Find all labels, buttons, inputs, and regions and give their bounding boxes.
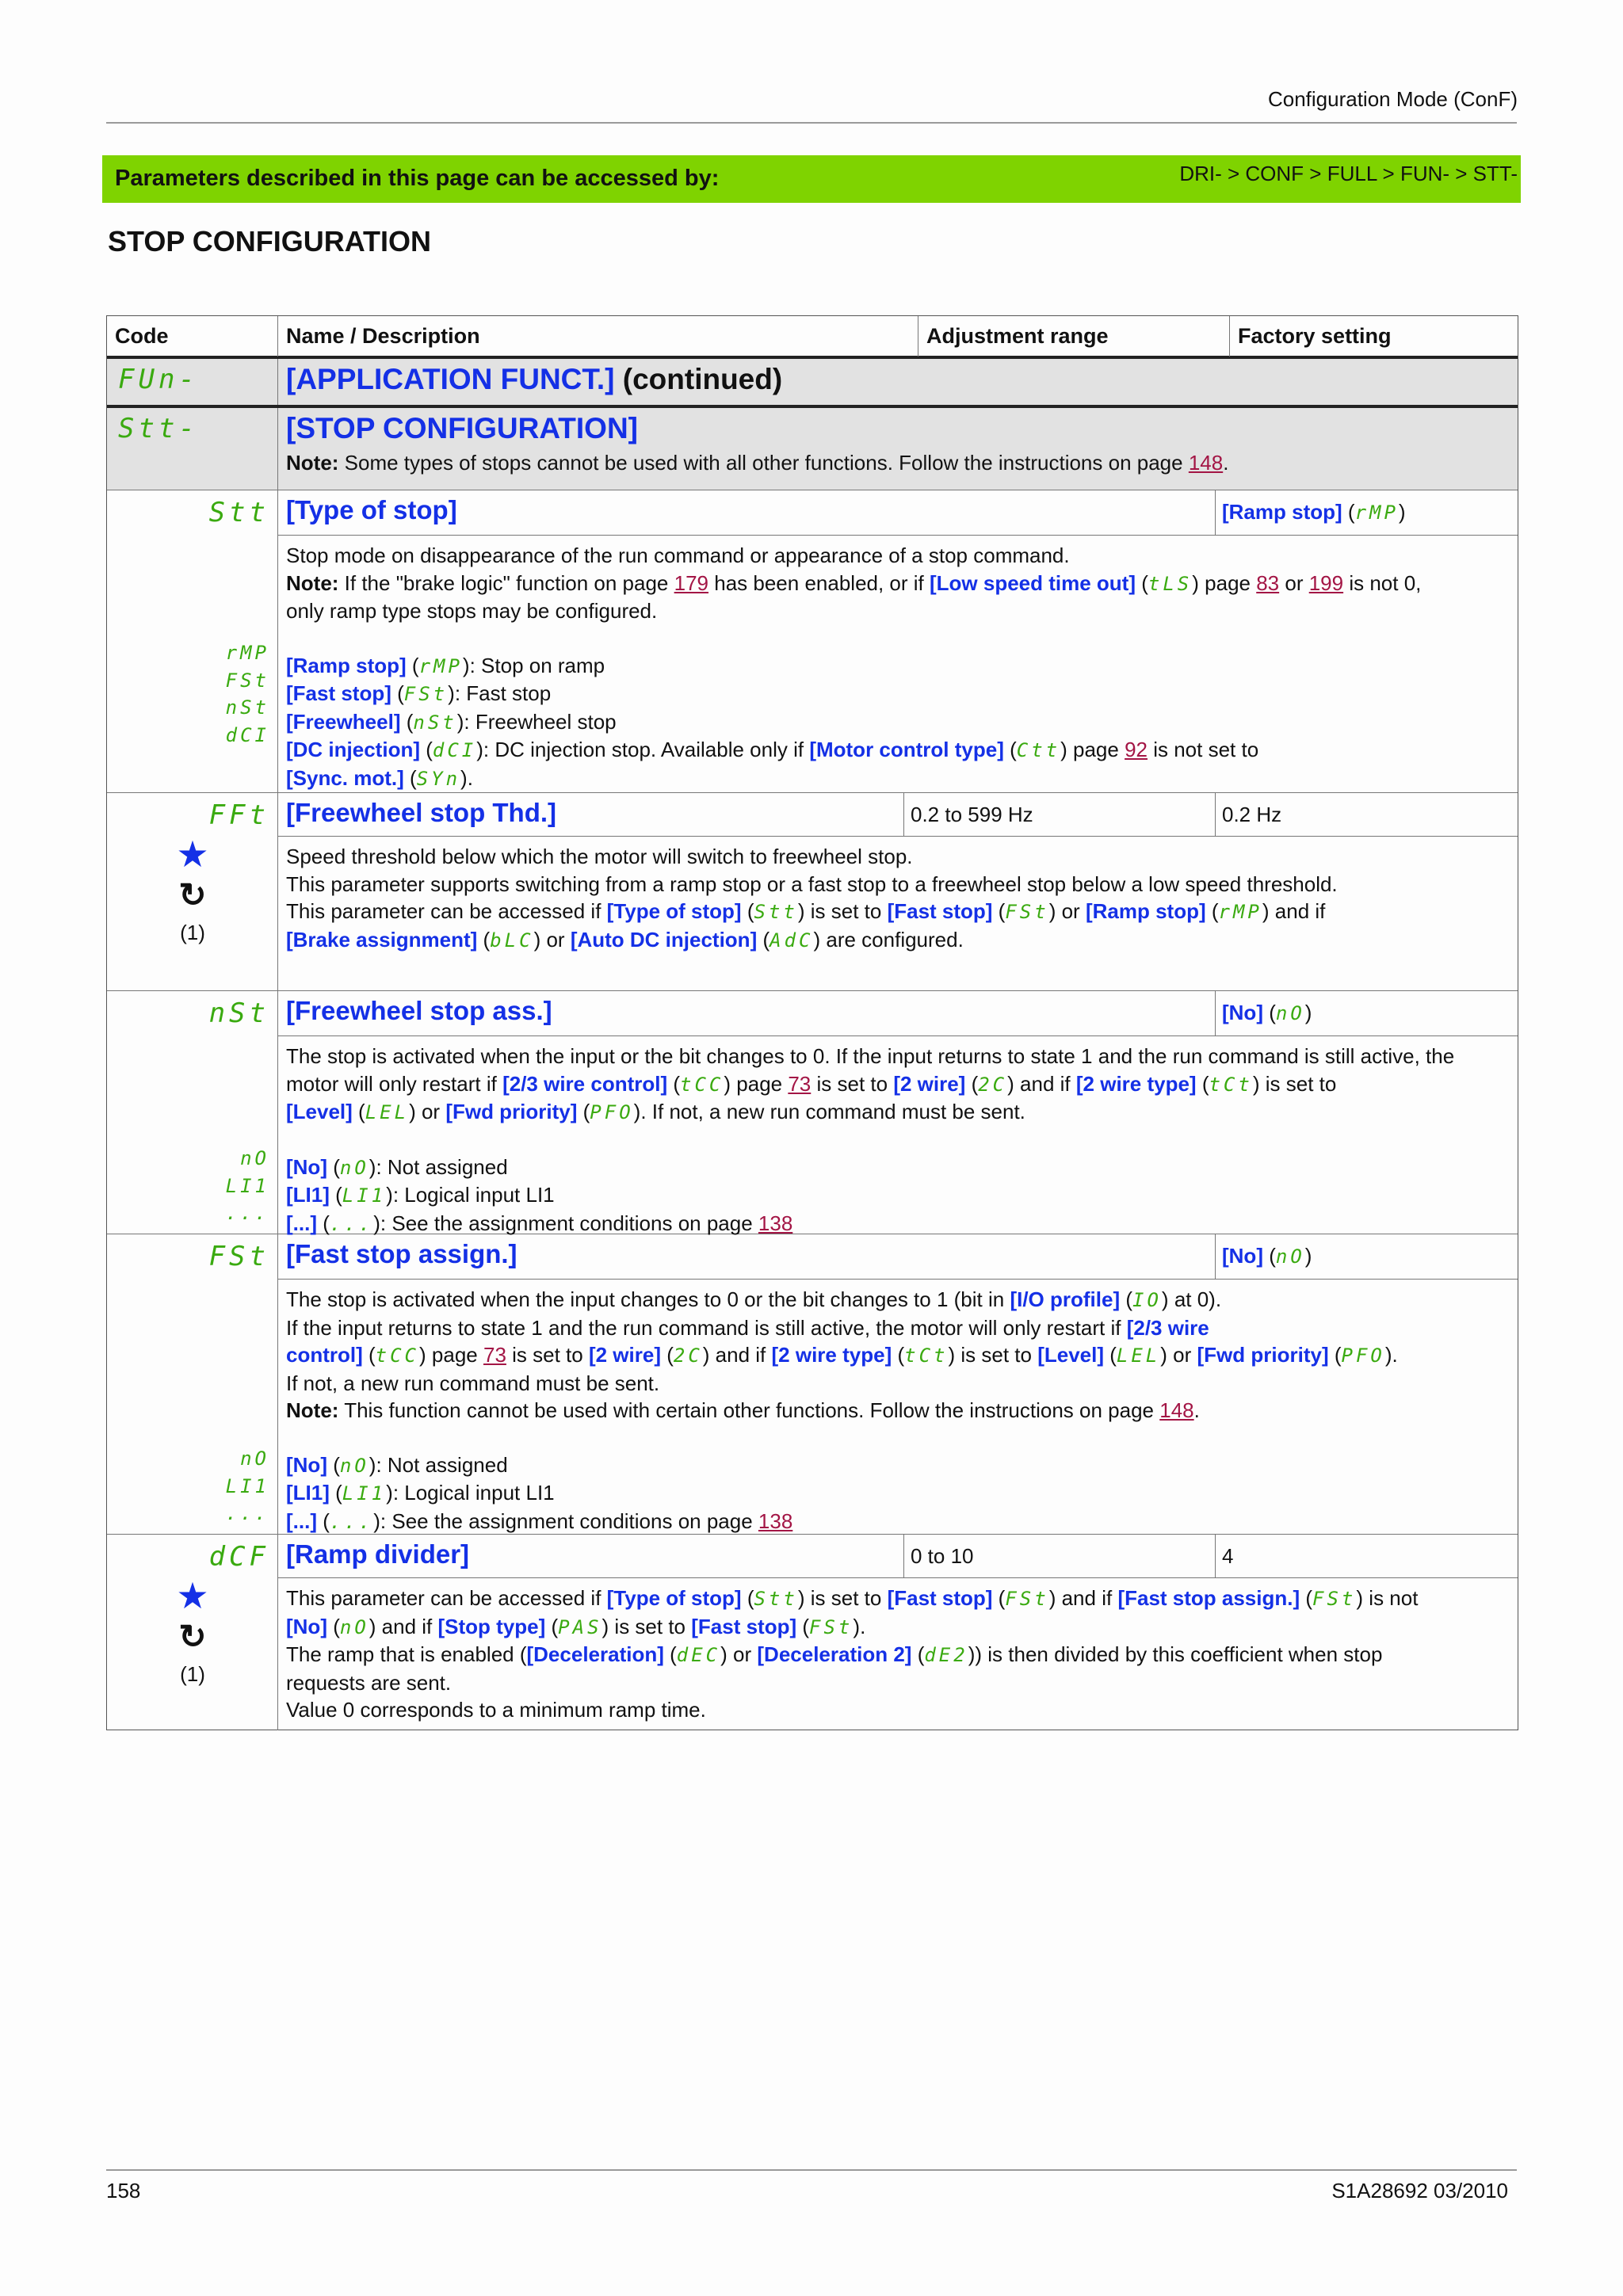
option-code: ...: [225, 1202, 269, 1224]
code-stt-menu: Stt-: [118, 413, 199, 444]
page-link[interactable]: 73: [788, 1071, 812, 1096]
parameter-table: [106, 315, 1518, 1730]
factory-setting: [Ramp stop] (rMP): [1222, 500, 1406, 524]
code-cell: [107, 1234, 278, 1542]
option-code: LI1: [225, 1474, 269, 1497]
table-row-fun: [107, 356, 1518, 405]
list-item: [Ramp stop] (rMP): Stop on ramp: [286, 653, 605, 677]
name-cell: [278, 490, 1518, 799]
header-rule: [106, 122, 1517, 124]
factory-setting: 0.2 Hz: [1222, 803, 1282, 826]
adjustment-range: 0 to 10: [904, 1535, 1216, 1577]
list-item: [No] (nO): Not assigned: [286, 1452, 508, 1477]
table-row-fst: [107, 1234, 1518, 1534]
code-fft: FFt: [208, 799, 269, 831]
page-link[interactable]: 138: [758, 1508, 793, 1533]
list-item: [Fast stop] (FSt): Fast stop: [286, 681, 552, 705]
code-cell: [107, 793, 278, 990]
table-row-dcf: [107, 1534, 1518, 1730]
name-cell: [278, 1535, 1518, 1730]
name-cell: [278, 1234, 1518, 1542]
list-item: [LI1] (LI1): Logical input LI1: [286, 1481, 555, 1505]
factory-setting: 4: [1222, 1544, 1234, 1568]
document-reference: S1A28692 03/2010: [1331, 2179, 1508, 2203]
option-code: nO: [240, 1147, 269, 1169]
list-item: [No] (nO): Not assigned: [286, 1154, 508, 1179]
param-name: [Fast stop assign.]: [278, 1234, 1216, 1279]
code-nst: nSt: [208, 997, 269, 1029]
param-description: The stop is activated when the input changes to 0 or the bit changes to 1 (bit in [I/O profile] (IO) at 0). If the input returns to state 1 and the run command is still active, the motor will only restart if [2/3 wire control] (tCC) page 73 is set to [2 wire] (2C) and if [2 wire type] (tCt) is set to [Level] (LEL) or [Fwd priority] (PFO). If not, a new run command must be sent. Note: This function cannot be used with certain other functions. Follow the instructions on page 148. [No] (nO): Not assigned [LI1] (LI1): Logical input LI1 [...] (...): See the assignment conditions on page 138: [278, 1280, 1518, 1542]
star-icon: ★: [176, 833, 209, 875]
code-cell: [107, 1535, 278, 1730]
page-link[interactable]: 148: [1188, 451, 1224, 475]
code-fun: FUn-: [118, 364, 199, 395]
list-item: [...] (...): See the assignment conditions on page 138: [286, 1211, 793, 1235]
page-number: 158: [106, 2179, 141, 2203]
option-code: LI1: [225, 1174, 269, 1197]
footnote: (1): [180, 921, 205, 944]
table-row-fft: [107, 792, 1518, 990]
page-header-title: Configuration Mode (ConF): [1267, 87, 1518, 111]
list-item: [DC injection] (dCI): DC injection stop. Available only if [Motor control type] (Ctt) page 92 is not set to: [286, 738, 1259, 761]
header-factory: Factory setting: [1238, 324, 1392, 348]
table-header: [107, 316, 1518, 356]
cycle-icon: ↻: [178, 876, 207, 913]
name-cell: [278, 793, 1518, 990]
page-link[interactable]: 73: [483, 1343, 506, 1367]
footer-rule: [106, 2169, 1517, 2171]
param-name: [Ramp divider]: [278, 1535, 904, 1577]
cycle-icon: ↻: [178, 1618, 207, 1655]
page-link[interactable]: 148: [1159, 1398, 1194, 1422]
option-code: ...: [225, 1502, 269, 1524]
page-link[interactable]: 179: [674, 570, 709, 595]
page-link[interactable]: 138: [758, 1211, 793, 1235]
menu-title-stt: [STOP CONFIGURATION]: [286, 412, 638, 444]
star-icon: ★: [176, 1575, 209, 1616]
access-label: Parameters described in this page can be accessed by:: [115, 166, 720, 191]
name-cell: [278, 991, 1518, 1244]
page-link[interactable]: 199: [1308, 570, 1344, 595]
param-name: [Freewheel stop ass.]: [278, 991, 1216, 1035]
name-cell: [278, 359, 1518, 405]
code-cell: [107, 991, 278, 1244]
param-name: [Type of stop]: [278, 490, 1216, 535]
param-name: [Freewheel stop Thd.]: [278, 793, 904, 836]
header-range: Adjustment range: [918, 316, 1230, 357]
menu-title-fun: [APPLICATION FUNCT.]: [286, 363, 615, 395]
menu-note: Note: Some types of stops cannot be used with all other functions. Follow the instructions on page 148.: [278, 448, 1518, 490]
code-cell: [107, 490, 278, 799]
table-row-stt-menu: [107, 405, 1518, 490]
adjustment-range: 0.2 to 599 Hz: [904, 793, 1216, 836]
option-code: FSt: [225, 669, 269, 692]
code-dcf: dCF: [208, 1541, 269, 1573]
menu-title-suffix: (continued): [614, 363, 783, 395]
code-fst: FSt: [208, 1241, 269, 1272]
access-path: DRI- > CONF > FULL > FUN- > STT-: [1179, 162, 1518, 185]
header-code: Code: [107, 316, 278, 357]
header-name: Name / Description: [278, 316, 918, 357]
page-link[interactable]: 83: [1256, 570, 1280, 595]
param-description: The stop is activated when the input or the bit changes to 0. If the input returns to state 1 and the run command is still active, the motor will only restart if [2/3 wire control] (tCC) page 73 is set to [2 wire] (2C) and if [2 wire type] (tCt) is set to [Level] (LEL) or [Fwd priority] (PFO). If not, a new run command must be sent. [No] (nO): Not assigned [LI1] (LI1): Logical input LI1 [...] (...): See the assignment conditions on page 138: [278, 1036, 1518, 1244]
param-description: This parameter can be accessed if [Type of stop] (Stt) is set to [Fast stop] (FSt) and if [Fast stop assign.] (FSt) is not [No] (nO) and if [Stop type] (PAS) is set to [Fast stop] (FSt). The ramp that is enabled ([Deceleration] (dEC) or [Deceleration 2] (dE2)) is then divided by this coefficient when stop requests are sent. Value 0 corresponds to a minimum ramp time.: [286, 1586, 1419, 1722]
code-stt: Stt: [208, 497, 269, 528]
page-link[interactable]: 92: [1125, 738, 1148, 761]
footnote: (1): [180, 1662, 205, 1686]
table-row-nst: [107, 990, 1518, 1234]
code-cell: [107, 359, 278, 405]
code-cell: [107, 408, 278, 490]
param-description: Speed threshold below which the motor will switch to freewheel stop. This parameter supports switching from a ramp stop or a fast stop to a freewheel stop below a low speed threshold. This parameter can be accessed if [Type of stop] (Stt) is set to [Fast stop] (FSt) or [Ramp stop] (rMP) and if [Brake assignment] (bLC) or [Auto DC injection] (AdC) are configured.: [286, 845, 1338, 952]
factory-setting: [No] (nO): [1222, 1001, 1312, 1024]
option-code: dCI: [225, 723, 269, 746]
list-item: [...] (...): See the assignment conditions on page 138: [286, 1508, 793, 1533]
name-cell: [278, 408, 1518, 490]
section-title: STOP CONFIGURATION: [108, 225, 432, 257]
option-code: rMP: [225, 642, 269, 664]
access-bar: [102, 155, 1521, 203]
option-code: nO: [240, 1447, 269, 1470]
param-description: Stop mode on disappearance of the run command or appearance of a stop command. Note: If the "brake logic" function on page 179 has been enabled, or if [Low speed time out] (tLS) page 83 or 199 is not 0, only ramp type stops may be configured. [Ramp stop] (rMP): Stop on ramp [Fast stop] (FSt): Fast stop [Freewheel] (nSt): Freewheel stop [DC injection] (dCI): DC injection stop. Available only if [Motor control type] (Ctt) page 92 is not set to [Sync. mot.] (SYn).: [278, 536, 1518, 799]
option-code: nSt: [225, 696, 269, 719]
list-item: [Freewheel] (nSt): Freewheel stop: [286, 709, 617, 734]
list-item: [LI1] (LI1): Logical input LI1: [286, 1183, 555, 1207]
table-row-stt: [107, 490, 1518, 792]
factory-setting: [No] (nO): [1222, 1244, 1312, 1268]
